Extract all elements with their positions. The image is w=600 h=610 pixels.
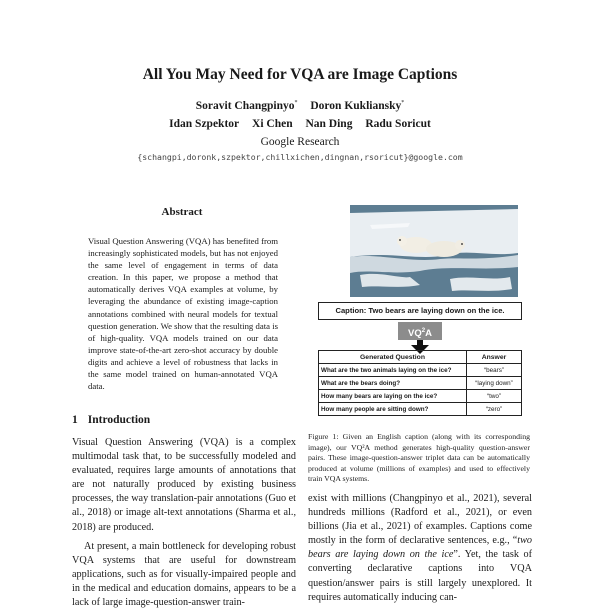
figure-caption-label: Caption: Two bears are laying down on the ice. bbox=[318, 302, 522, 320]
table-row bbox=[319, 390, 522, 403]
paragraph: Visual Question Answering (VQA) is a complex multimodal task that, to be successfully modeled and evaluated, requires large amounts of annotations that are not naturally produced by existing business processes, the way translation-pair annotations (Guo et al., 2018) or image alt-text annotations (Sharma et al., 2018) are produced. bbox=[72, 437, 296, 533]
polar-bears-illustration bbox=[350, 205, 518, 297]
author-emails: {schangpi,doronk,szpektor,chillxichen,dingnan,rsoricut}@google.com bbox=[137, 152, 463, 162]
section-number: 1 bbox=[72, 414, 78, 426]
authors-row-2 bbox=[0, 118, 600, 130]
table-row bbox=[319, 403, 522, 416]
paper-title: All You May Need for VQA are Image Captions bbox=[142, 66, 458, 83]
section-heading bbox=[72, 414, 150, 426]
answer-cell: “bears” bbox=[467, 364, 522, 377]
right-column-body: exist with millions (Changpinyo et al., 2021), several hundreds millions (Radford et al., 2021), or even billions (Jia et al., 2021) of examples. Captions come mostly in the form of declarative sentences, e.g., “two bears are laying down on the ice”. Yet, the task of converting declarative captions into VQA question/answer pairs is still largely unexplored. It requires automatically inducing can- bbox=[308, 493, 532, 603]
method-badge: $VQ^2A$ bbox=[398, 322, 442, 340]
abstract-heading: Abstract bbox=[161, 206, 203, 218]
question-cell: How many bears are laying on the ice? bbox=[319, 390, 467, 403]
author-name: Radu Soricut bbox=[365, 118, 431, 130]
answer-cell: “two” bbox=[467, 390, 522, 403]
author-name: Soravit Changpinyo* bbox=[195, 100, 298, 112]
author-name: Idan Szpektor bbox=[169, 118, 240, 130]
table-header-row bbox=[319, 351, 522, 364]
paragraph: At present, a main bottleneck for developing robust VQA systems that are useful for downstream applications, such as for visually-impaired people and in the medical and education domains, appears to be a lack of large image-question-answer train- bbox=[72, 540, 296, 609]
column-header: Answer bbox=[467, 351, 522, 364]
column-header: Generated Question bbox=[319, 351, 467, 364]
authors-row-1 bbox=[0, 100, 600, 112]
question-cell: What are the bears doing? bbox=[319, 377, 467, 390]
question-cell: How many people are sitting down? bbox=[319, 403, 467, 416]
question-cell: What are the two animals laying on the ice? bbox=[319, 364, 467, 377]
generated-qa-table bbox=[318, 350, 522, 416]
polar-bears-image bbox=[350, 205, 518, 297]
author-name: Xi Chen bbox=[252, 118, 293, 130]
author-name: Doron Kukliansky* bbox=[310, 100, 405, 112]
table-row bbox=[319, 364, 522, 377]
example-caption-quote: two bears are laying down on the ice bbox=[308, 535, 532, 561]
section-title: Introduction bbox=[87, 414, 151, 426]
table-row bbox=[319, 377, 522, 390]
figure-1-caption: Figure 1: Given an English caption (along with its corresponding image), our VQ²A method generates high-quality question-answer pairs. These image-question-answer triplet data can be automatically produced at volume (millions of examples) and used to effectively train VQA systems. bbox=[308, 432, 530, 484]
abstract-text: Visual Question Answering (VQA) has benefited from increasingly sophisticated models, but has not enjoyed the same level of engagement in terms of data creation. In this paper, we propose a method that automatically derives VQA examples at volume, by leveraging the abundance of existing image-caption annotations combined with neural models for textual question generation. We show that the resulting data is of high-quality. VQA models trained on our data improve state-of-the-art zero-shot accuracy by double digits and achieve a level of robustness that lacks in the same model trained on human-annotated VQA data. bbox=[88, 236, 278, 392]
answer-cell: “laying down” bbox=[467, 377, 522, 390]
affiliation: Google Research bbox=[260, 136, 340, 148]
answer-cell: “zero” bbox=[467, 403, 522, 416]
author-name: Nan Ding bbox=[305, 118, 353, 130]
left-column-body bbox=[72, 436, 296, 610]
